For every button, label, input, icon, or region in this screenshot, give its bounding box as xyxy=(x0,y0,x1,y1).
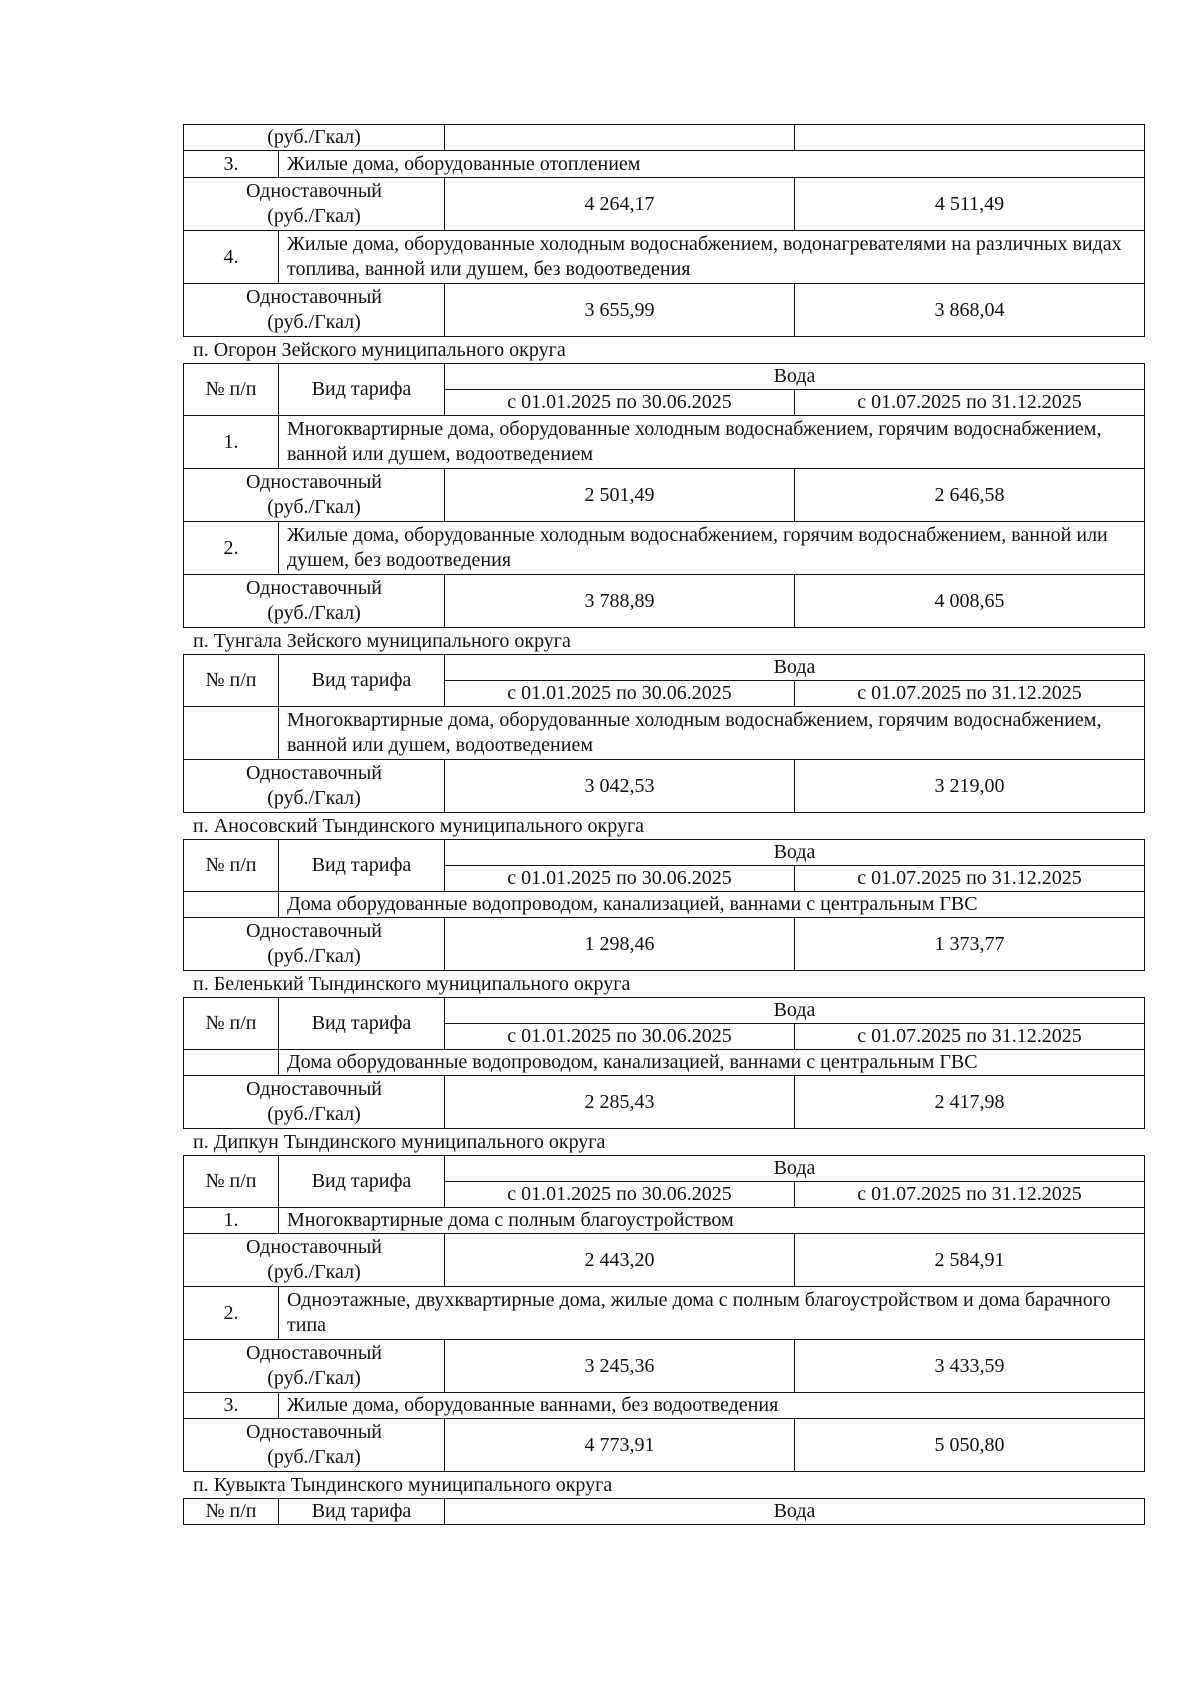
header-period2: с 01.07.2025 по 31.12.2025 xyxy=(795,1024,1145,1050)
settlement-heading: п. Кувыкта Тындинского муниципального округа xyxy=(193,1474,613,1496)
value-period2: 5 050,80 xyxy=(795,1419,1145,1472)
tariff-unit: (руб./Гкал) xyxy=(267,126,361,148)
row-number: 2. xyxy=(184,522,279,575)
row-description: Многоквартирные дома, оборудованные холодным водоснабжением, горячим водоснабжением, ванной или душем, водоотведением xyxy=(279,416,1145,469)
tariff-name: Одноставочный xyxy=(246,577,382,599)
tariff-table xyxy=(183,1498,1145,1525)
tariff-unit: (руб./Гкал) xyxy=(267,205,361,227)
row-description: Многоквартирные дома с полным благоустройством xyxy=(279,1208,1145,1234)
tariff-name: Одноставочный xyxy=(246,1421,382,1443)
value-period2: 4 008,65 xyxy=(795,575,1145,628)
row-number xyxy=(184,707,279,760)
tariff-name: Одноставочный xyxy=(246,1078,382,1100)
header-period1: с 01.01.2025 по 30.06.2025 xyxy=(445,1024,795,1050)
row-description: Дома оборудованные водопроводом, канализацией, ваннами с центральным ГВС xyxy=(279,1050,1145,1076)
tariff-name: Одноставочный xyxy=(246,1342,382,1364)
value-period2: 3 433,59 xyxy=(795,1340,1145,1393)
tariff-unit: (руб./Гкал) xyxy=(267,311,361,333)
header-tariff-type: Вид тарифа xyxy=(279,364,445,416)
header-number: № п/п xyxy=(184,840,279,892)
row-number xyxy=(184,892,279,918)
value-period1: 3 655,99 xyxy=(445,284,795,337)
row-number: 2. xyxy=(184,1287,279,1340)
settlement-heading: п. Тунгала Зейского муниципального округа xyxy=(193,630,571,652)
row-description: Дома оборудованные водопроводом, канализацией, ваннами с центральным ГВС xyxy=(279,892,1145,918)
tariff-name: Одноставочный xyxy=(246,471,382,493)
header-number: № п/п xyxy=(184,998,279,1050)
tariff-type-cell xyxy=(184,760,445,813)
row-number: 3. xyxy=(184,151,279,178)
header-period1: с 01.01.2025 по 30.06.2025 xyxy=(445,866,795,892)
row-number xyxy=(184,1050,279,1076)
value-period1: 3 245,36 xyxy=(445,1340,795,1393)
value-period1: 2 501,49 xyxy=(445,469,795,522)
tariff-table xyxy=(183,654,1145,813)
header-number: № п/п xyxy=(184,1156,279,1208)
tariff-unit: (руб./Гкал) xyxy=(267,602,361,624)
value-period2: 2 417,98 xyxy=(795,1076,1145,1129)
tariff-unit: (руб./Гкал) xyxy=(267,945,361,967)
tariff-name: Одноставочный xyxy=(246,180,382,202)
value-period1: 1 298,46 xyxy=(445,918,795,971)
header-tariff-type: Вид тарифа xyxy=(279,840,445,892)
header-tariff-type: Вид тарифа xyxy=(279,1499,445,1525)
value-period2: 2 584,91 xyxy=(795,1234,1145,1287)
tariff-table xyxy=(183,839,1145,971)
tariff-table xyxy=(183,363,1145,628)
row-number: 3. xyxy=(184,1393,279,1419)
tariff-type-cell xyxy=(184,1419,445,1472)
header-tariff-type: Вид тарифа xyxy=(279,1156,445,1208)
value-period2: 3 868,04 xyxy=(795,284,1145,337)
value-period2: 3 219,00 xyxy=(795,760,1145,813)
tariff-type-cell xyxy=(184,918,445,971)
settlement-heading: п. Дипкун Тындинского муниципального округа xyxy=(193,1131,606,1153)
tariff-name: Одноставочный xyxy=(246,1236,382,1258)
header-period2: с 01.07.2025 по 31.12.2025 xyxy=(795,866,1145,892)
row-description: Жилые дома, оборудованные холодным водоснабжением, горячим водоснабжением, ванной или душем, без водоотведения xyxy=(279,522,1145,575)
settlement-heading: п. Аносовский Тындинского муниципального округа xyxy=(193,815,645,837)
value-period1: 2 285,43 xyxy=(445,1076,795,1129)
header-period2: с 01.07.2025 по 31.12.2025 xyxy=(795,681,1145,707)
tariff-table xyxy=(183,1155,1145,1472)
tariff-table xyxy=(183,997,1145,1129)
tariff-type-cell xyxy=(184,284,445,337)
tariff-type-cell xyxy=(184,575,445,628)
value-period1: 2 443,20 xyxy=(445,1234,795,1287)
tariff-name: Одноставочный xyxy=(246,286,382,308)
header-period1: с 01.01.2025 по 30.06.2025 xyxy=(445,1182,795,1208)
tariff-unit: (руб./Гкал) xyxy=(267,496,361,518)
header-period1: с 01.01.2025 по 30.06.2025 xyxy=(445,390,795,416)
tariff-type-cell xyxy=(184,178,445,231)
row-description: Жилые дома, оборудованные отоплением xyxy=(279,151,1145,178)
tariff-name: Одноставочный xyxy=(246,920,382,942)
settlement-sections xyxy=(183,337,1144,1525)
tariff-table-continuation xyxy=(183,124,1145,337)
empty-value-cell xyxy=(795,125,1145,151)
tariff-unit: (руб./Гкал) xyxy=(267,1103,361,1125)
tariff-type-cell xyxy=(184,1234,445,1287)
header-water: Вода xyxy=(445,1499,1145,1525)
settlement-heading: п. Беленький Тындинского муниципального округа xyxy=(193,973,631,995)
tariff-type-cell xyxy=(184,469,445,522)
header-number: № п/п xyxy=(184,655,279,707)
row-number: 1. xyxy=(184,1208,279,1234)
row-description: Жилые дома, оборудованные холодным водоснабжением, водонагревателями на различных видах топлива, ванной или душем, без водоотведения xyxy=(279,231,1145,284)
row-number: 4. xyxy=(184,231,279,284)
header-water: Вода xyxy=(445,655,1145,681)
header-period1: с 01.01.2025 по 30.06.2025 xyxy=(445,681,795,707)
value-period2: 4 511,49 xyxy=(795,178,1145,231)
header-water: Вода xyxy=(445,364,1145,390)
tariff-type-cell xyxy=(184,1340,445,1393)
value-period1: 4 773,91 xyxy=(445,1419,795,1472)
settlement-heading: п. Огорон Зейского муниципального округа xyxy=(193,339,566,361)
tariff-unit: (руб./Гкал) xyxy=(267,1446,361,1468)
header-number: № п/п xyxy=(184,364,279,416)
header-water: Вода xyxy=(445,1156,1145,1182)
value-period1: 3 788,89 xyxy=(445,575,795,628)
header-period2: с 01.07.2025 по 31.12.2025 xyxy=(795,1182,1145,1208)
tariff-name: Одноставочный xyxy=(246,762,382,784)
header-water: Вода xyxy=(445,840,1145,866)
header-tariff-type: Вид тарифа xyxy=(279,655,445,707)
tariff-unit: (руб./Гкал) xyxy=(267,1367,361,1389)
row-number: 1. xyxy=(184,416,279,469)
value-period2: 1 373,77 xyxy=(795,918,1145,971)
header-period2: с 01.07.2025 по 31.12.2025 xyxy=(795,390,1145,416)
value-period2: 2 646,58 xyxy=(795,469,1145,522)
empty-value-cell xyxy=(445,125,795,151)
tariff-unit-cell xyxy=(184,125,445,151)
header-tariff-type: Вид тарифа xyxy=(279,998,445,1050)
value-period1: 4 264,17 xyxy=(445,178,795,231)
value-period1: 3 042,53 xyxy=(445,760,795,813)
tariff-unit: (руб./Гкал) xyxy=(267,787,361,809)
tariff-unit: (руб./Гкал) xyxy=(267,1261,361,1283)
row-description: Одноэтажные, двухквартирные дома, жилые дома с полным благоустройством и дома барачного типа xyxy=(279,1287,1145,1340)
row-description: Жилые дома, оборудованные ваннами, без водоотведения xyxy=(279,1393,1145,1419)
header-number: № п/п xyxy=(184,1499,279,1525)
header-water: Вода xyxy=(445,998,1145,1024)
tariff-type-cell xyxy=(184,1076,445,1129)
tariff-document xyxy=(183,124,1144,1525)
row-description: Многоквартирные дома, оборудованные холодным водоснабжением, горячим водоснабжением, ванной или душем, водоотведением xyxy=(279,707,1145,760)
